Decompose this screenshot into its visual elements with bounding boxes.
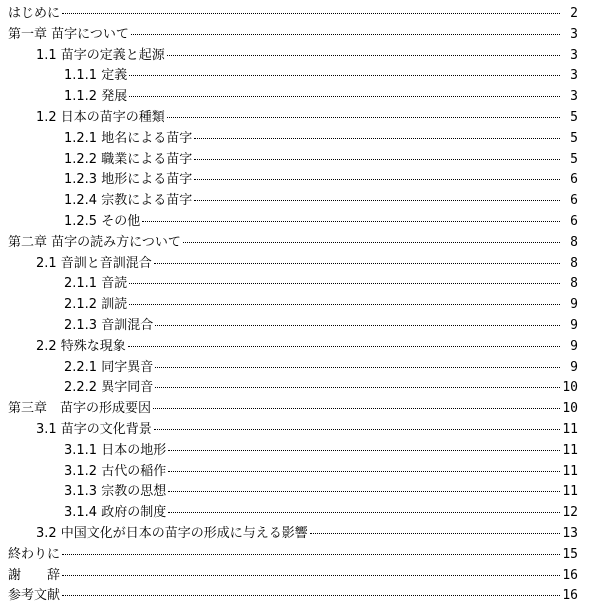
toc-entry-page-number: 9: [570, 317, 578, 333]
toc-entry-page-number: 3: [570, 68, 578, 84]
toc-entry[interactable]: [8, 586, 578, 607]
toc-dot-leader: [129, 96, 560, 97]
toc-entry[interactable]: [8, 358, 578, 379]
toc-entry-label: 1.2 日本の苗字の種類: [36, 109, 165, 125]
toc-dot-leader: [142, 221, 560, 222]
toc-dot-leader: [153, 408, 560, 409]
toc-entry[interactable]: [8, 191, 578, 212]
toc-entry-page-number: 11: [562, 442, 578, 458]
toc-entry[interactable]: [8, 129, 578, 150]
toc-dot-leader: [155, 325, 560, 326]
toc-entry-label: 1.2.1 地名による苗字: [64, 130, 193, 146]
toc-dot-leader: [167, 55, 560, 56]
toc-entry-page-number: 5: [570, 109, 578, 125]
toc-dot-leader: [62, 595, 560, 596]
toc-entry-page-number: 5: [570, 130, 578, 146]
toc-dot-leader: [310, 533, 560, 534]
toc-entry-label: 第二章 苗字の読み方について: [8, 234, 181, 250]
toc-dot-leader: [131, 34, 560, 35]
toc-entry-page-number: 8: [570, 255, 578, 271]
toc-entry-page-number: 9: [570, 297, 578, 313]
toc-entry[interactable]: [8, 420, 578, 441]
toc-entry-label: 第三章 苗字の形成要因: [8, 401, 152, 417]
toc-entry[interactable]: [8, 108, 578, 129]
toc-entry-label: 3.1.3 宗教の思想: [64, 484, 167, 500]
toc-entry-page-number: 9: [570, 338, 578, 354]
toc-dot-leader: [194, 159, 560, 160]
toc-dot-leader: [194, 179, 560, 180]
toc-entry-page-number: 11: [562, 463, 578, 479]
toc-dot-leader: [128, 346, 560, 347]
toc-entry-page-number: 6: [570, 213, 578, 229]
toc-entry[interactable]: [8, 25, 578, 46]
toc-entry-label: 第一章 苗字について: [8, 26, 129, 42]
toc-dot-leader: [168, 471, 560, 472]
toc-entry[interactable]: [8, 441, 578, 462]
toc-entry-page-number: 2: [570, 6, 578, 21]
toc-entry[interactable]: [8, 295, 578, 316]
toc-entry[interactable]: [8, 212, 578, 233]
toc-entry-label: 2.2 特殊な現象: [36, 338, 126, 354]
toc-entry-label: 終わりに: [8, 546, 61, 562]
toc-entry[interactable]: [8, 337, 578, 358]
toc-dot-leader: [167, 117, 560, 118]
toc-entry-label: 1.2.5 その他: [64, 213, 141, 229]
toc-entry[interactable]: [8, 66, 578, 87]
toc-dot-leader: [194, 200, 560, 201]
toc-entry-page-number: 10: [562, 380, 578, 396]
toc-entry-page-number: 16: [562, 588, 578, 604]
toc-entry[interactable]: [8, 545, 578, 566]
toc-entry[interactable]: [8, 233, 578, 254]
toc-entry-page-number: 5: [570, 151, 578, 167]
toc-entry-label: 1.2.2 職業による苗字: [64, 151, 193, 167]
toc-entry-page-number: 8: [570, 276, 578, 292]
toc-entry[interactable]: [8, 566, 578, 587]
toc-entry-page-number: 10: [562, 401, 578, 417]
toc-dot-leader: [168, 450, 560, 451]
toc-entry-page-number: 9: [570, 359, 578, 375]
toc-dot-leader: [168, 512, 560, 513]
toc-dot-leader: [129, 304, 560, 305]
toc-entry-label: 3.1.1 日本の地形: [64, 442, 167, 458]
toc-entry[interactable]: [8, 503, 578, 524]
toc-entry[interactable]: [8, 46, 578, 67]
toc-entry-label: 1.1.2 発展: [64, 89, 128, 105]
toc-entry-page-number: 16: [562, 567, 578, 583]
toc-dot-leader: [129, 75, 560, 76]
toc-entry[interactable]: [8, 254, 578, 275]
toc-dot-leader: [62, 575, 560, 576]
toc-entry-label: 1.1.1 定義: [64, 68, 128, 84]
toc-entry-label: 2.1.3 音訓混合: [64, 317, 154, 333]
toc-entry[interactable]: [8, 4, 578, 25]
toc-entry-label: 1.1 苗字の定義と起源: [36, 47, 165, 63]
toc-entry-page-number: 13: [562, 525, 578, 541]
toc-entry-label: 1.2.3 地形による苗字: [64, 172, 193, 188]
toc-entry-page-number: 15: [562, 546, 578, 562]
toc-entry-label: 1.2.4 宗教による苗字: [64, 193, 193, 209]
toc-entry[interactable]: [8, 399, 578, 420]
toc-dot-leader: [154, 429, 560, 430]
toc-dot-leader: [183, 242, 560, 243]
toc-entry-page-number: 6: [570, 193, 578, 209]
toc-entry-label: はじめに: [8, 6, 61, 21]
toc-dot-leader: [154, 263, 560, 264]
toc-dot-leader: [155, 367, 560, 368]
toc-entry-label: 2.1.1 音読: [64, 276, 128, 292]
toc-entry-page-number: 3: [570, 89, 578, 105]
toc-entry-label: 2.2.2 異字同音: [64, 380, 154, 396]
toc-entry[interactable]: [8, 170, 578, 191]
toc-entry-page-number: 3: [570, 47, 578, 63]
toc-entry[interactable]: [8, 524, 578, 545]
toc-entry-label: 謝 辞: [8, 567, 61, 583]
toc-entry-label: 3.1.2 古代の稲作: [64, 463, 167, 479]
toc-dot-leader: [168, 491, 560, 492]
toc-entry-page-number: 3: [570, 26, 578, 42]
toc-entry-label: 2.1 音訓と音訓混合: [36, 255, 152, 271]
toc-entry-page-number: 8: [570, 234, 578, 250]
toc-dot-leader: [129, 283, 560, 284]
toc-entry-page-number: 11: [562, 484, 578, 500]
toc-entry-label: 3.1.4 政府の制度: [64, 505, 167, 521]
toc-entry-page-number: 6: [570, 172, 578, 188]
toc-entry-label: 3.1 苗字の文化背景: [36, 421, 152, 437]
toc-entry[interactable]: [8, 462, 578, 483]
toc-entry-label: 2.1.2 訓読: [64, 297, 128, 313]
toc-entry[interactable]: [8, 378, 578, 399]
toc-entry-page-number: 12: [562, 505, 578, 521]
toc-entry-label: 参考文献: [8, 588, 61, 604]
toc-entry[interactable]: [8, 316, 578, 337]
toc-dot-leader: [155, 387, 560, 388]
toc-entry-label: 2.2.1 同字異音: [64, 359, 154, 375]
toc-entry-label: 3.2 中国文化が日本の苗字の形成に与える影響: [36, 525, 308, 541]
toc-dot-leader: [62, 554, 560, 555]
toc-dot-leader: [194, 138, 560, 139]
toc-entry[interactable]: [8, 482, 578, 503]
toc-entry[interactable]: [8, 274, 578, 295]
toc-entry-page-number: 11: [562, 421, 578, 437]
toc-entry[interactable]: [8, 87, 578, 108]
toc-entry[interactable]: [8, 150, 578, 171]
toc-dot-leader: [62, 13, 560, 14]
